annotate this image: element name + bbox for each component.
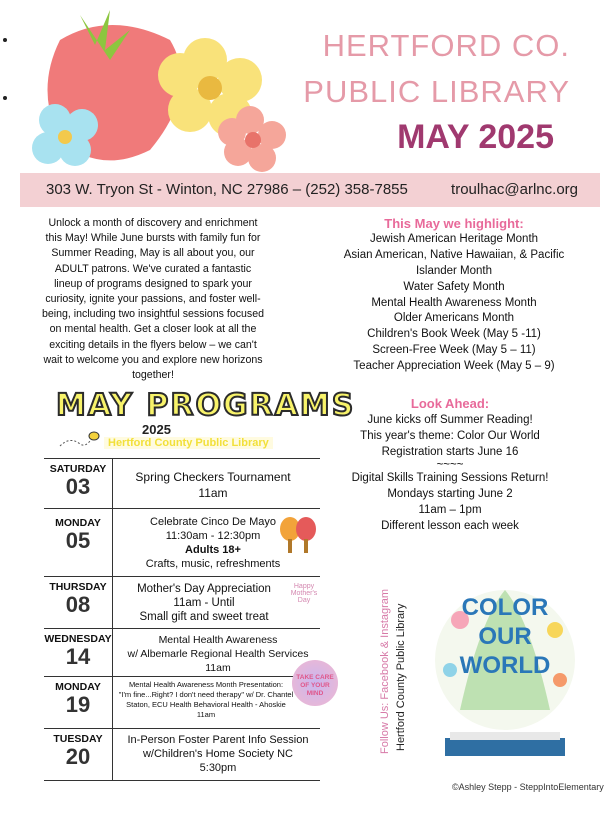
look-ahead-section bbox=[330, 396, 570, 534]
table-row bbox=[44, 458, 320, 509]
month-title: MAY 2025 bbox=[397, 118, 554, 156]
event-title: Mother's Day Appreciation bbox=[137, 583, 271, 595]
event-extra: Small gift and sweet treat bbox=[139, 611, 269, 623]
highlight-item: Children's Book Week (May 5 -11) bbox=[367, 328, 541, 341]
event-subtitle: w/Children's Home Society NC bbox=[142, 748, 294, 760]
credit-text: ©Ashley Stepp - SteppIntoElementary bbox=[452, 782, 604, 792]
event-details bbox=[118, 680, 294, 720]
event-subtitle: "I'm fine...Right? I don't need therapy" w/ Dr. Chantel Staton, ECU Health Behavioral Health - Ahoskie bbox=[118, 690, 294, 709]
highlights-heading: This May we highlight: bbox=[384, 216, 524, 231]
highlight-item: Screen-Free Week (May 5 – 11) bbox=[372, 344, 536, 357]
look-ahead-line: 11am – 1pm bbox=[418, 504, 482, 516]
date-box bbox=[44, 459, 113, 509]
highlight-item: Teacher Appreciation Week (May 5 – 9) bbox=[353, 360, 555, 373]
day-name: MONDAY bbox=[55, 681, 101, 693]
look-ahead-heading: Look Ahead: bbox=[410, 396, 490, 411]
date-box bbox=[44, 629, 113, 677]
event-audience: Adults 18+ bbox=[185, 544, 241, 556]
look-ahead-line: Different lesson each week bbox=[381, 520, 519, 532]
look-ahead-line: Digital Skills Training Sessions Return! bbox=[351, 472, 549, 484]
highlight-item: Older Americans Month bbox=[393, 312, 515, 325]
highlight-item: Mental Health Awareness Month bbox=[371, 296, 537, 309]
day-name: THURSDAY bbox=[49, 581, 107, 593]
color-our-world-book-art bbox=[420, 560, 590, 765]
schedule-table bbox=[44, 458, 320, 780]
programs-library-name: Hertford County Public Library bbox=[104, 437, 273, 449]
table-row bbox=[44, 576, 320, 629]
day-name: TUESDAY bbox=[53, 733, 103, 745]
library-title-line2: PUBLIC LIBRARY bbox=[303, 74, 570, 109]
event-title: Mental Health Awareness bbox=[158, 634, 278, 646]
day-number: 19 bbox=[65, 692, 91, 717]
date-box bbox=[44, 729, 113, 781]
event-time: 11am bbox=[205, 662, 231, 674]
date-box bbox=[44, 577, 113, 629]
library-title-line1: HERTFORD CO. bbox=[322, 28, 570, 63]
event-extra: Crafts, music, refreshments bbox=[145, 558, 281, 570]
follow-us-text bbox=[372, 586, 412, 756]
book-word-world: WORLD bbox=[459, 652, 551, 679]
day-number: 03 bbox=[65, 474, 91, 499]
event-title: Spring Checkers Tournament bbox=[135, 470, 291, 484]
address-band bbox=[20, 173, 600, 207]
day-number: 14 bbox=[65, 644, 91, 669]
day-name: WEDNESDAY bbox=[44, 633, 112, 645]
table-row bbox=[44, 676, 320, 729]
event-time: 11am - Until bbox=[173, 597, 235, 609]
maracas-icon bbox=[276, 515, 320, 555]
date-box bbox=[44, 677, 113, 729]
event-subtitle: w/ Albemarle Regional Health Services bbox=[127, 648, 309, 660]
highlights-section bbox=[326, 216, 582, 375]
event-details bbox=[118, 633, 318, 675]
event-details bbox=[124, 582, 284, 624]
programs-year: 2025 bbox=[142, 422, 171, 437]
look-ahead-line: This year's theme: Color Our World bbox=[360, 430, 540, 442]
address-text: 303 W. Tryon St - Winton, NC 27986 – (252) 358-7855 bbox=[46, 181, 408, 198]
event-title: Celebrate Cinco De Mayo bbox=[150, 516, 276, 528]
mothers-day-art: Happy Mother's Day bbox=[290, 583, 318, 604]
event-details bbox=[118, 733, 318, 775]
day-number: 20 bbox=[65, 744, 91, 769]
day-number: 05 bbox=[65, 528, 91, 553]
intro-paragraph: Unlock a month of discovery and enrichment this May! While June bursts with family fun for Summer Reading, May is all about you, our ADULT patrons. We've curated a fantastic lineup of programs designed to spark your curiosity, ignite your passions, and foster well-being, including two insightful sessions focused on mental health. Get a closer look at all the exciting details in the flyers below – we can't wait to welcome you and explore new horizons together! bbox=[41, 217, 264, 382]
day-name: MONDAY bbox=[55, 517, 101, 529]
event-time: 11:30am - 12:30pm bbox=[165, 530, 261, 542]
bee-icon bbox=[58, 428, 100, 450]
follow-line2: Hertford County Public Library bbox=[395, 603, 407, 751]
highlight-item: Jewish American Heritage Month bbox=[369, 232, 539, 245]
email-text[interactable]: troulhac@arlnc.org bbox=[451, 181, 578, 198]
table-row bbox=[44, 508, 320, 577]
book-word-our: OUR bbox=[478, 623, 532, 650]
look-ahead-separator: ~~~~ bbox=[436, 459, 464, 471]
look-ahead-line: June kicks off Summer Reading! bbox=[367, 414, 533, 426]
book-word-color: COLOR bbox=[461, 594, 549, 621]
look-ahead-line: Registration starts June 16 bbox=[381, 446, 519, 458]
event-time: 11am bbox=[198, 486, 228, 500]
day-number: 08 bbox=[65, 592, 91, 617]
table-bottom-border bbox=[44, 780, 320, 781]
take-care-mind-art: TAKE CARE OF YOUR MIND bbox=[292, 660, 338, 706]
event-time: 5:30pm bbox=[199, 762, 237, 774]
highlight-item: Asian American, Native Hawaiian, & Pacific Islander Month bbox=[343, 248, 565, 277]
table-row bbox=[44, 628, 320, 677]
event-details bbox=[118, 469, 308, 501]
look-ahead-line: Mondays starting June 2 bbox=[387, 488, 513, 500]
highlight-item: Water Safety Month bbox=[403, 280, 505, 293]
follow-line1: Follow Us: Facebook & Instagram bbox=[379, 588, 391, 754]
header-flower-art bbox=[0, 0, 300, 185]
table-row bbox=[44, 728, 320, 781]
book-cover bbox=[445, 738, 565, 756]
day-name: SATURDAY bbox=[49, 463, 107, 475]
event-title: Mental Health Awareness Month Presentation: bbox=[128, 680, 284, 689]
event-time: 11am bbox=[196, 710, 216, 719]
programs-title: MAY PROGRAMS bbox=[56, 388, 356, 423]
event-title: In-Person Foster Parent Info Session bbox=[127, 734, 309, 746]
date-box bbox=[44, 509, 113, 577]
